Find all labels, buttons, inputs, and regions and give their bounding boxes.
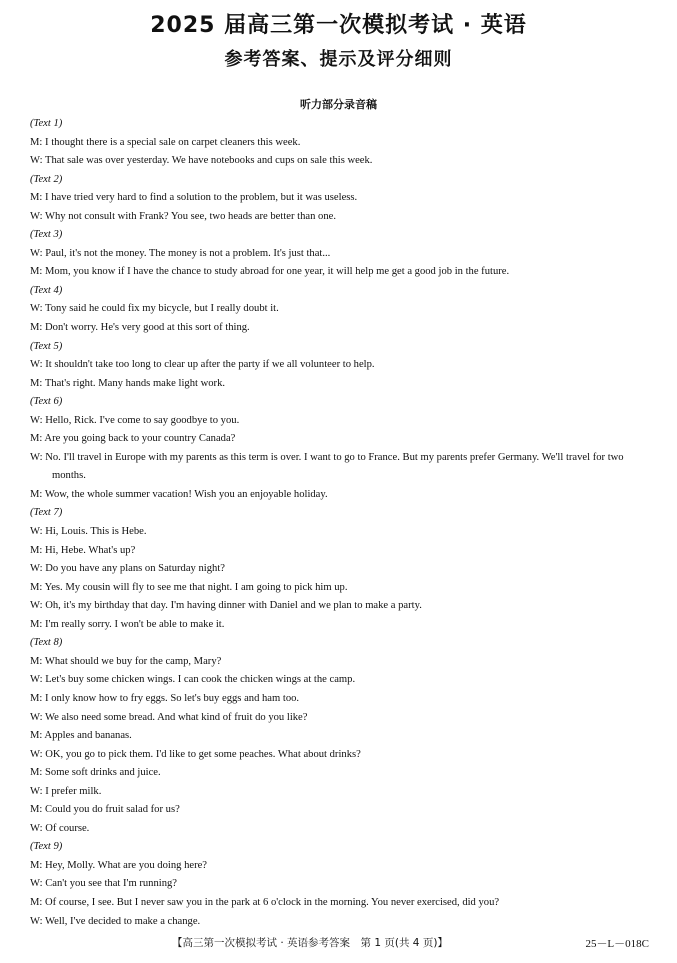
- dialogue-line: W: Hello, Rick. I've come to say goodbye to you.: [30, 414, 240, 426]
- dialogue-line: M: Hey, Molly. What are you doing here?: [30, 859, 208, 871]
- dialogue-line: W: Oh, it's my birthday that day. I'm having dinner with Daniel and we plan to make a party.: [30, 600, 422, 612]
- text-section-label: (Text 5): [30, 340, 63, 352]
- dialogue-line: M: Are you going back to your country Canada?: [30, 433, 236, 445]
- document-subtitle: 参考答案、提示及评分细则: [224, 49, 453, 70]
- dialogue-line: W: That sale was over yesterday. We have notebooks and cups on sale this week.: [30, 155, 373, 167]
- dialogue-line: W: I prefer milk.: [30, 785, 102, 797]
- dialogue-line: W: Tony said he could fix my bicycle, but I really doubt it.: [30, 303, 279, 315]
- text-section-label: (Text 2): [30, 173, 63, 185]
- dialogue-line: M: I'm really sorry. I won't be able to make it.: [30, 618, 225, 630]
- dialogue-line: M: Some soft drinks and juice.: [30, 767, 161, 779]
- text-section-label: (Text 1): [30, 118, 63, 129]
- listening-transcript: [30, 115, 655, 931]
- dialogue-line: M: I have tried very hard to find a solution to the problem, but it was useless.: [30, 192, 358, 204]
- dialogue-line: M: Hi, Hebe. What's up?: [30, 544, 136, 556]
- text-section-label: (Text 3): [30, 229, 63, 241]
- dialogue-line: M: I only know how to fry eggs. So let's buy eggs and ham too.: [30, 692, 300, 704]
- dialogue-line: M: I thought there is a special sale on carpet cleaners this week.: [30, 136, 301, 148]
- dialogue-line: W: We also need some bread. And what kind of fruit do you like?: [30, 711, 308, 723]
- text-section-label: (Text 7): [30, 507, 63, 519]
- text-section-label: (Text 9): [30, 841, 63, 853]
- footer-page-info: 【高三第一次模拟考试 · 英语参考答案 第 1 页(共 4 页)】: [172, 937, 448, 949]
- dialogue-line: W: Hi, Louis. This is Hebe.: [30, 526, 147, 538]
- dialogue-line: W: Paul, it's not the money. The money is not a problem. It's just that...: [30, 247, 331, 259]
- document-title: 2025 届高三第一次模拟考试 · 英语: [150, 13, 527, 38]
- dialogue-line: W: Do you have any plans on Saturday night?: [30, 563, 225, 575]
- dialogue-line: W: Why not consult with Frank? You see, two heads are better than one.: [30, 210, 336, 222]
- text-section-label: (Text 4): [30, 284, 63, 296]
- dialogue-line: M: That's right. Many hands make light work.: [30, 377, 226, 389]
- footer-doc-code: 25－L－018C: [585, 938, 649, 950]
- dialogue-line: W: Of course.: [30, 822, 90, 834]
- dialogue-line: W: No. I'll travel in Europe with my parents as this term is over. I want to go to France. But my parents prefer Germany. We'll travel for two months.: [30, 451, 624, 482]
- text-section-label: (Text 6): [30, 396, 63, 408]
- dialogue-line: M: Mom, you know if I have the chance to study abroad for one year, it will help me get a good job in the future.: [30, 266, 510, 278]
- section-heading: 听力部分录音稿: [300, 98, 377, 111]
- dialogue-line: W: It shouldn't take too long to clear up after the party if we all volunteer to help.: [30, 359, 375, 371]
- dialogue-line: W: Can't you see that I'm running?: [30, 878, 177, 890]
- dialogue-line: W: Well, I've decided to make a change.: [30, 915, 201, 927]
- dialogue-line: M: Apples and bananas.: [30, 730, 132, 742]
- dialogue-line: M: Yes. My cousin will fly to see me that night. I am going to pick him up.: [30, 581, 348, 593]
- dialogue-line: M: Wow, the whole summer vacation! Wish you an enjoyable holiday.: [30, 488, 328, 500]
- dialogue-line: M: Don't worry. He's very good at this sort of thing.: [30, 322, 250, 334]
- dialogue-line: M: What should we buy for the camp, Mary?: [30, 655, 222, 667]
- text-section-label: (Text 8): [30, 637, 63, 649]
- dialogue-line: W: Let's buy some chicken wings. I can cook the chicken wings at the camp.: [30, 674, 356, 686]
- dialogue-line: W: OK, you go to pick them. I'd like to get some peaches. What about drinks?: [30, 748, 361, 760]
- dialogue-line: M: Of course, I see. But I never saw you in the park at 6 o'clock in the morning. You never exercised, did you?: [30, 896, 500, 908]
- dialogue-line: M: Could you do fruit salad for us?: [30, 804, 180, 816]
